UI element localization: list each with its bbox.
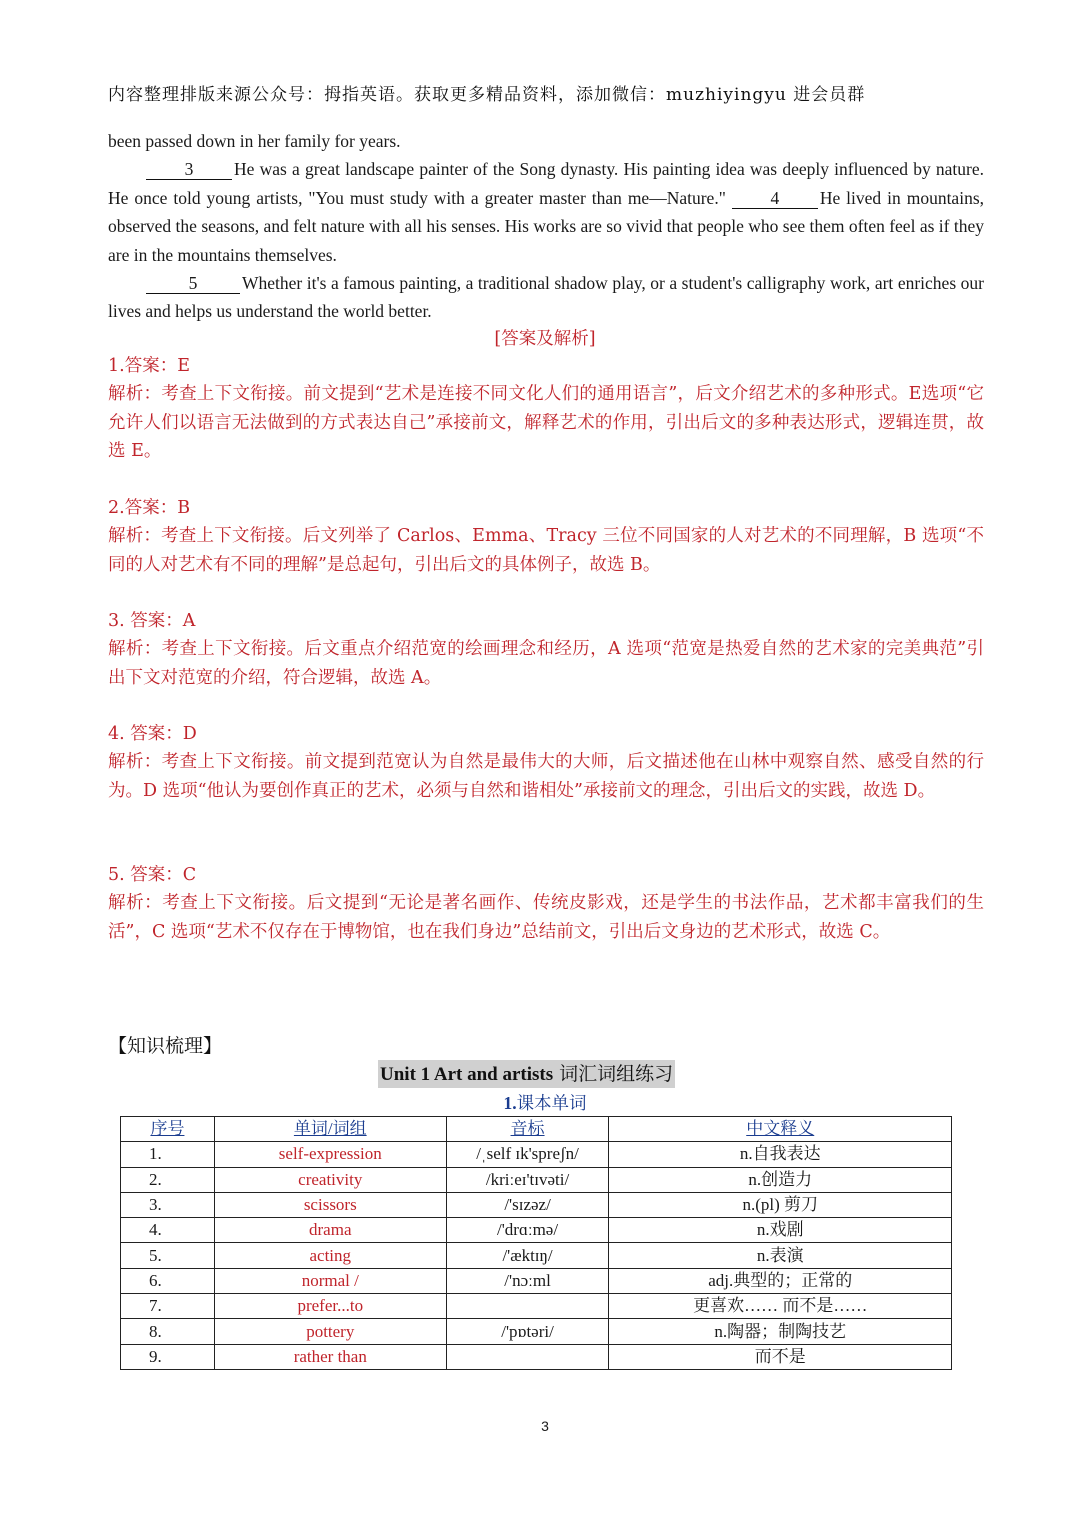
header-index: 序号: [121, 1117, 215, 1142]
answer-block-2: [108, 494, 984, 579]
row-word: creativity: [214, 1167, 446, 1192]
answer-block-3: [108, 607, 984, 692]
table-row: [121, 1268, 952, 1293]
answer-block-4: [108, 720, 984, 805]
answers-title: [答案及解析]: [494, 329, 596, 349]
answer-explanation: 解析：考查上下文衔接。后文列举了 Carlos、Emma、Tracy 三位不同国家的人对艺术的不同理解，B 选项“不同的人对艺术有不同的理解”是总起句，引出后文的具体例子，故选 B。: [108, 526, 984, 575]
blank-5: 5: [146, 273, 240, 294]
header-word: 单词/词组: [214, 1117, 446, 1142]
sub-title-num: 1.: [503, 1093, 517, 1113]
row-index: 4.: [121, 1218, 215, 1243]
row-index: 8.: [121, 1319, 215, 1344]
row-index: 5.: [121, 1243, 215, 1268]
row-phonetic: [446, 1294, 609, 1319]
answer-label: 5. 答案：C: [108, 865, 197, 885]
passage-paragraph-3: [108, 155, 984, 269]
answer-explanation: 解析：考查上下文衔接。后文重点介绍范宽的绘画理念和经历，A 选项“范宽是热爱自然的艺术家的完美典范”引出下文对范宽的介绍，符合逻辑，故选 A。: [108, 639, 984, 688]
blank-3: 3: [146, 159, 232, 180]
row-meaning: n.(pl) 剪刀: [609, 1192, 952, 1217]
header-meaning: 中文释义: [609, 1117, 952, 1142]
header-phonetic: 音标: [446, 1117, 609, 1142]
row-phonetic: /'drɑːmə/: [446, 1218, 609, 1243]
passage-para4-text: He lived in mountains, observed the seasons, and felt nature with all his senses. His works are so vivid that people who see them often feel as if they are in the mountains themselves.: [108, 187, 984, 265]
row-meaning: n.陶器；制陶技艺: [609, 1319, 952, 1344]
row-meaning: 更喜欢…… 而不是……: [609, 1294, 952, 1319]
answer-label: 3. 答案：A: [108, 611, 196, 631]
passage-para3-text: He was a great landscape painter of the Song dynasty. His painting idea was deeply influenced by nature. He once told young artists, "You must study with a greater master than me—Nature.": [108, 159, 984, 208]
row-index: 7.: [121, 1294, 215, 1319]
row-word: normal /: [214, 1268, 446, 1293]
table-header-row: [121, 1117, 952, 1142]
row-phonetic: /'pɒtəri/: [446, 1319, 609, 1344]
row-word: acting: [214, 1243, 446, 1268]
table-row: [121, 1167, 952, 1192]
table-row: [121, 1243, 952, 1268]
unit-title-zh: 词汇词组练习: [559, 1063, 674, 1085]
row-phonetic: /kriːeɪ'tɪvəti/: [446, 1167, 609, 1192]
blank-4: 4: [732, 188, 818, 209]
row-index: 1.: [121, 1142, 215, 1167]
table-row: [121, 1319, 952, 1344]
row-meaning: n.表演: [609, 1243, 952, 1268]
passage: [108, 127, 984, 326]
unit-title-en: Unit 1 Art and artists: [380, 1064, 554, 1085]
row-index: 9.: [121, 1344, 215, 1369]
answer-label: 4. 答案：D: [108, 724, 197, 744]
table-row: [121, 1142, 952, 1167]
unit-title: [378, 1060, 675, 1088]
row-meaning: n.自我表达: [609, 1142, 952, 1167]
knowledge-heading: 【知识梳理】: [108, 1035, 223, 1057]
answer-explanation: 解析：考查上下文衔接。前文提到“艺术是连接不同文化人们的通用语言”，后文介绍艺术的多种形式。E选项“它允许人们以语言无法做到的方式表达自己”承接前文，解释艺术的作用，引出后文的多种表达形式，逻辑连贯，故选 E。: [108, 384, 984, 461]
table-row: [121, 1294, 952, 1319]
row-word: drama: [214, 1218, 446, 1243]
row-index: 3.: [121, 1192, 215, 1217]
sub-title: [0, 1090, 1080, 1115]
answer-explanation: 解析：考查上下文衔接。前文提到范宽认为自然是最伟大的大师，后文描述他在山林中观察自然、感受自然的行为。D 选项“他认为要创作真正的艺术，必须与自然和谐相处”承接前文的理念，引出后文的实践，故选 D。: [108, 752, 984, 801]
row-phonetic: /'æktɪŋ/: [446, 1243, 609, 1268]
row-word: self-expression: [214, 1142, 446, 1167]
row-index: 6.: [121, 1268, 215, 1293]
answer-explanation: 解析：考查上下文衔接。后文提到“无论是著名画作、传统皮影戏，还是学生的书法作品，艺术都丰富我们的生活”，C 选项“艺术不仅存在于博物馆，也在我们身边”总结前文，引出后文身边的艺术形式，故选 C。: [108, 893, 984, 942]
answer-block-1: [108, 352, 984, 465]
header-note: 内容整理排版来源公众号：拇指英语。获取更多精品资料，添加微信：muzhiyingyu 进会员群: [108, 85, 866, 105]
sub-title-text: 课本单词: [516, 1094, 587, 1114]
row-meaning: n.创造力: [609, 1167, 952, 1192]
row-word: scissors: [214, 1192, 446, 1217]
answer-block-5: [108, 861, 984, 946]
row-word: pottery: [214, 1319, 446, 1344]
row-phonetic: /ˌself ɪk'spreʃn/: [446, 1142, 609, 1167]
answer-label: 1.答案：E: [108, 356, 190, 376]
passage-continued-line: been passed down in her family for years.: [108, 131, 401, 151]
row-index: 2.: [121, 1167, 215, 1192]
row-word: prefer...to: [214, 1294, 446, 1319]
row-phonetic: /'nɔːml: [446, 1268, 609, 1293]
vocab-table: [120, 1116, 952, 1370]
table-row: [121, 1218, 952, 1243]
passage-paragraph-5: [108, 269, 984, 326]
row-meaning: 而不是: [609, 1344, 952, 1369]
row-word: rather than: [214, 1344, 446, 1369]
row-meaning: n.戏剧: [609, 1218, 952, 1243]
page-number: 3: [541, 1418, 549, 1434]
table-row: [121, 1344, 952, 1369]
row-meaning: adj.典型的；正常的: [609, 1268, 952, 1293]
row-phonetic: [446, 1344, 609, 1369]
row-phonetic: /'sɪzəz/: [446, 1192, 609, 1217]
passage-para5-text: Whether it's a famous painting, a traditional shadow play, or a student's calligraphy work, art enriches our lives and helps us understand the world better.: [108, 273, 984, 322]
answer-label: 2.答案：B: [108, 498, 191, 518]
table-row: [121, 1192, 952, 1217]
